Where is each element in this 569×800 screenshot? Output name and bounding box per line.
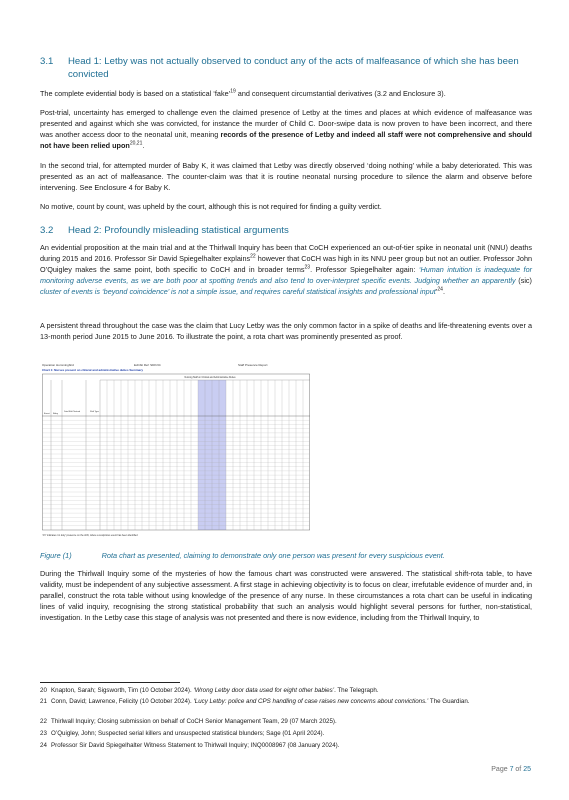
footnote-ref[interactable]: 22 xyxy=(250,253,256,260)
footnote-ref[interactable]: 19 xyxy=(230,88,236,95)
paragraph-statistical-argument: An evidential proposition at the main trial and at the Thirlwall Inquiry has been that CoCH experienced an out-of-tier spike in neonatal unit (NNU) deaths during 2015 and 2016. Professor Sir David Spiegelhalter explains$^{22}$ however that CoCH was high in its NNU peer group but not an outlier. Professor John O’Quigley makes the same point, both specific to CoCH and in broader terms$^{23}$. Professor Spiegelhalter again: ‘Human intuition is inadequate for monitoring adverse events, as we are both poor at spotting trends and also tend to over-interpret specific events. Judging whether an apparently (sic) cluster of events is ‘beyond coincidence’ is not a simple issue, and requires careful statistical insights and professional input’$^{24}$. xyxy=(40,243,533,296)
paragraph-no-motive: No motive, count by count, was upheld by the court, although this is not required for finding a guilty verdict. xyxy=(40,202,382,211)
footnote-20: 20 Knapton, Sarah; Sigsworth, Tim (10 October 2024). ‘Wrong Letby door data used for eight other babies’. The Telegraph. xyxy=(40,687,379,694)
rota-header-left: Operation Hummingbird xyxy=(42,363,74,367)
footnote-22: 22 Thirlwall Inquiry; Closing submission on behalf of CoCH Senior Management Team, 29 (07 March 2025). xyxy=(40,718,337,725)
section-heading-3-1 xyxy=(40,56,532,81)
heading-text: Head 1: Letby was not actually observed to conduct any of the acts of malfeasance of which she has been convicted xyxy=(68,56,519,80)
heading-text: Head 2: Profoundly misleading statistical arguments xyxy=(68,225,289,236)
footnote-21: 21 Conn, David; Lawrence, Felicity (10 October 2024). ‘Lucy Letby: police and CPS handling of case raises new concerns about convictions.’ The Guardian. xyxy=(40,698,470,705)
paragraph-post-trial: Post-trial, uncertainty has emerged to challenge even the claimed presence of Letby at the times and places at which evidence of malfeasance was presented and against which she was convicted, for instance the murder of Child C. Door-swipe data is now proven to have been incorrect, and there was another access door to the neonatal unit, meaning records of the presence of Letby and indeed all staff were not comprehensive and should not have been relied upon$^{20,21}$. xyxy=(40,108,532,150)
footnote-ref[interactable]: 24 xyxy=(437,286,443,293)
footnote-divider xyxy=(40,682,180,683)
paragraph-evidential-body: The complete evidential body is based on a statistical ‘fake’$^{19}$ and consequent circumstantial derivatives (3.2 and Enclosure 3). xyxy=(40,88,446,98)
rota-header-right: Staff Presence Report xyxy=(238,363,268,367)
footnote-ref[interactable]: 23 xyxy=(304,264,311,271)
rota-col-baby: Baby xyxy=(53,413,58,415)
quote: cluster of events is ‘beyond coincidence’ is not a simple issue, and requires careful statistical insights and professional input xyxy=(40,287,436,296)
paragraph-second-trial: In the second trial, for attempted murder of Baby K, it was claimed that Letby was directly observed ‘doing nothing’ while a baby deteriorated. This was presented as an act of malfeasance. The counter-claim was that it is routine neonatal nursing procedure to silence the alarm and observe before intervening. See Enclosure 4 for Baby K. xyxy=(40,161,532,192)
figure-label: Figure (1) xyxy=(40,551,72,560)
quote: ‘Human intuition is inadequate for monitoring adverse events, as we are both poor at spotting trends and also tend to over-interpret specific events. Judging whether an apparently xyxy=(40,265,533,285)
rota-grid xyxy=(42,374,310,530)
paragraph-thirlwall: During the Thirlwall Inquiry some of the mysteries of how the famous chart was constructed were answered. The statistical shift-rota table, to have validity, must be independent of any subjective assessment. A first stage in achieving objectivity is to focus on clear, irrefutable evidence of murder and, in parallel, construct the rota table without using knowledge of the presence of any nurse. In these circumstances a rota chart can be useful in indicating lines of valid inquiry, recognising the strong statistical probability that such an analysis would highlight several persons for further, non-statistical, investigation. In the Letby case this stage of analysis was not presented and there is now evidence, including from the Thirlwall Inquiry, to xyxy=(40,569,532,622)
bold-emphasis: records of the presence of Letby and indeed all staff were not comprehensive and should not have been relied upon xyxy=(40,130,532,150)
section-heading-3-2 xyxy=(40,225,532,238)
rota-subtitle: Chart 1: Nurses present on clinical and administrative duties Summary xyxy=(42,368,144,372)
heading-number: 3.1 xyxy=(40,56,54,67)
figure-caption-text: Rota chart as presented, claiming to demonstrate only one person was present for every suspicious event. xyxy=(101,551,445,560)
rota-chart-figure xyxy=(42,362,310,544)
rota-header-mid: Exhibit Ref: SDK/34 xyxy=(134,363,161,367)
page-number: Page 7 of 25 xyxy=(491,766,531,773)
rota-col-event: Event xyxy=(44,413,50,415)
rota-footnote: '1'X' indicates 'on duty' presence on the shift, where a suspicious event has been identified xyxy=(42,534,138,537)
rota-col-shift: Shift Type xyxy=(90,411,99,413)
heading-number: 3.2 xyxy=(40,225,54,236)
footnote-23: 23 O’Quigley, John; Suspected serial killers and unsuspected statistical blunders; Sage (01 April 2024). xyxy=(40,730,325,737)
rota-band-label: Nursing Staff on Clinical and Administrative Duties xyxy=(184,377,236,379)
footnote-ref[interactable]: 20,21 xyxy=(129,140,143,147)
footnote-24: 24 Professor Sir David Spiegelhalter Witness Statement to Thirlwall Inquiry; INQ0008967 (08 January 2024). xyxy=(40,742,340,749)
figure-caption xyxy=(40,550,532,561)
paragraph-rota-thread: A persistent thread throughout the case was the claim that Lucy Letby was the only common factor in a spike of deaths and life-threatening events over a 13-month period June 2015 to June 2016. To illustrate the point, a rota chart was prominently presented as proof. xyxy=(40,321,532,341)
rota-col-date: Date/Shift Noticed xyxy=(64,411,81,413)
rota-frame xyxy=(42,374,309,530)
